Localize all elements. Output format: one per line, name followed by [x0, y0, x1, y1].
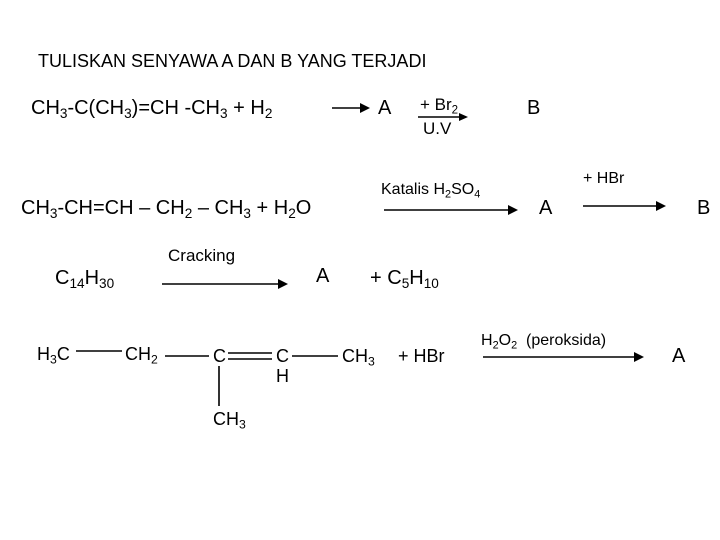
eq2-product-b: B: [697, 197, 711, 219]
eq3-reactant: $C_{14}H_{30}$: [55, 267, 115, 292]
eq2-catalyst: Katalis $H_2SO_4$: [381, 181, 481, 201]
eq4-catalyst-peroksida: $H_2O_2$ (peroksida): [481, 332, 607, 352]
eq1-arrow-2-head: [459, 113, 468, 121]
eq4-arrow-head: [634, 352, 644, 362]
eq4-h3c: $H_3C$: [37, 344, 70, 367]
eq3-product-a: A: [316, 265, 330, 287]
eq3-coproduct: + $C_5H_{10}$: [370, 267, 439, 292]
eq4-carbon-1: C: [213, 346, 226, 366]
eq2-arrow-2-head: [656, 201, 666, 211]
eq4-hydrogen: H: [276, 366, 289, 386]
eq4-carbon-2: C: [276, 346, 289, 366]
eq4-reagent-hbr: + HBr: [398, 346, 445, 366]
eq4-product-a: A: [672, 345, 686, 367]
eq3-arrow-head: [278, 279, 288, 289]
eq1-arrow-1-head: [360, 103, 370, 113]
eq4-ch2: $CH_2$: [125, 344, 158, 367]
eq1-reactants: $CH_3-C(CH_3)=CH$ $-CH_3 + H_2$: [31, 97, 273, 122]
eq4-ch3-bottom: $CH_3$: [213, 409, 246, 432]
eq1-condition-uv: U.V: [423, 119, 452, 138]
eq2-reactants: $CH_3-CH=CH - CH_2 - CH_3 + H_2O$: [21, 197, 312, 222]
eq2-intermediate-a: A: [539, 197, 553, 219]
eq2-reagent-hbr: + HBr: [583, 170, 625, 187]
eq1-product-b: B: [527, 97, 541, 119]
eq3-condition-cracking: Cracking: [168, 246, 236, 265]
eq1-reagent-br2: + $Br_2$: [420, 95, 459, 117]
eq4-ch3-right: $CH_3$: [342, 346, 375, 369]
title: TULISKAN SENYAWA A DAN B YANG TERJADI: [38, 51, 427, 71]
eq2-arrow-1-head: [508, 205, 518, 215]
eq1-product-a: A: [378, 97, 392, 119]
